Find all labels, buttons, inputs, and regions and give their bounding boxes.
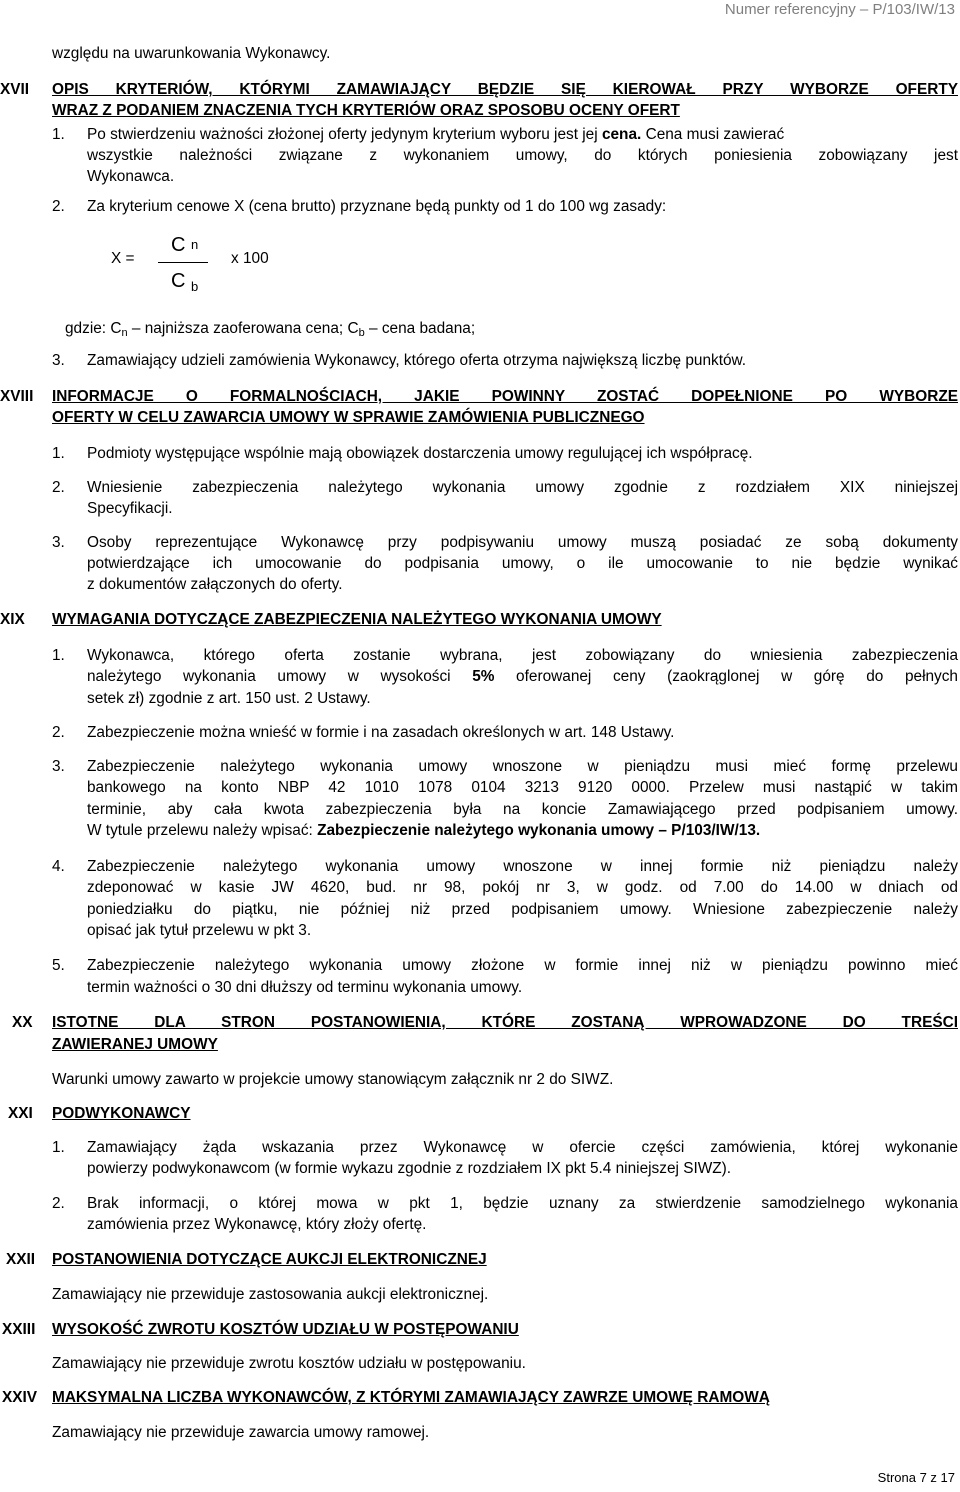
formula-times-100: x 100: [231, 250, 269, 267]
section-title-xvii-line1: OPIS KRYTERIÓW, KTÓRYMI ZAMAWIAJĄCY BĘDZIE SIĘ KIEROWAŁ PRZY WYBORZE OFERTY: [52, 81, 958, 98]
section-number-xx: XX: [12, 1014, 33, 1031]
intro-line: względu na uwarunkowania Wykonawcy.: [52, 45, 331, 62]
item-number: 5.: [52, 957, 65, 974]
section-text: Zamawiający nie przewiduje zawarcia umowy ramowej.: [52, 1424, 430, 1441]
section-title-xxii: POSTANOWIENIA DOTYCZĄCE AUKCJI ELEKTRONICZNEJ: [52, 1251, 487, 1268]
section-text: Zamawiający nie przewiduje zwrotu kosztów udziału w postępowaniu.: [52, 1355, 526, 1372]
section-title-xviii-line1: INFORMACJE O FORMALNOŚCIACH, JAKIE POWINNY ZOSTAĆ DOPEŁNIONE PO WYBORZE: [52, 388, 958, 405]
item-text: wszystkie należności związane z wykonaniem umowy, do których poniesienia zobowiązany jest: [87, 147, 958, 164]
section-title-xviii-line2: OFERTY W CELU ZAWARCIA UMOWY W SPRAWIE ZAMÓWIENIA PUBLICZNEGO: [52, 409, 645, 426]
section-number-xviii: XVIII: [0, 388, 34, 405]
item-text: opisać jak tytuł przelewu w pkt 3.: [87, 922, 312, 939]
reference-number: Numer referencyjny – P/103/IW/13: [724, 1, 955, 18]
item-text: Podmioty występujące wspólnie mają obowiązek dostarczenia umowy regulującej ich współpracę.: [87, 445, 753, 462]
formula-legend: gdzie: $C_n$ – najniższa zaoferowana cena; $C_b$ – cena badana;: [65, 320, 476, 339]
item-text: z dokumentów załączonych do oferty.: [87, 576, 343, 593]
section-title-xxiii: WYSOKOŚĆ ZWROTU KOSZTÓW UDZIAŁU W POSTĘPOWANIU: [52, 1321, 519, 1338]
formula-denominator: C $_b$: [171, 270, 199, 294]
item-text: Zabezpieczenie należytego wykonania umowy złożone w formie innej niż w pieniądzu powinno mieć: [87, 957, 958, 974]
item-number: 1.: [52, 1139, 65, 1156]
item-text: terminie, aby cała kwota zabezpieczenia była na koncie Zamawiającego przed podpisaniem umowy.: [87, 801, 958, 818]
section-title-xvii-line2: WRAZ Z PODANIEM ZNACZENIA TYCH KRYTERIÓW ORAZ SPOSOBU OCENY OFERT: [52, 102, 680, 119]
item-text: Zabezpieczenie należytego wykonania umowy wnoszone w innej formie niż pieniądzu należy: [87, 858, 958, 875]
section-title-xix: WYMAGANIA DOTYCZĄCE ZABEZPIECZENIA NALEŻYTEGO WYKONANIA UMOWY: [52, 611, 662, 628]
section-number-xvii: XVII: [0, 81, 30, 98]
section-title-xx-line2: ZAWIERANEJ UMOWY: [52, 1036, 218, 1053]
item-text: powierzy podwykonawcom (w formie wykazu zgodnie z rozdziałem IX pkt 5.4 niniejszej SIWZ).: [87, 1160, 732, 1177]
item-number: 2.: [52, 724, 65, 741]
section-title-xxiv: MAKSYMALNA LICZBA WYKONAWCÓW, Z KTÓRYMI ZAMAWIAJĄCY ZAWRZE UMOWĘ RAMOWĄ: [52, 1389, 770, 1406]
item-text: Po stwierdzeniu ważności złożonej oferty jedynym kryterium wyboru jest jej cena. Cena musi zawierać: [87, 126, 785, 143]
section-text: Warunki umowy zawarto w projekcie umowy stanowiącym załącznik nr 2 do SIWZ.: [52, 1071, 614, 1088]
item-text: Za kryterium cenowe X (cena brutto) przyznane będą punkty od 1 do 100 wg zasady:: [87, 198, 667, 215]
section-text: Zamawiający nie przewiduje zastosowania aukcji elektronicznej.: [52, 1286, 489, 1303]
item-number: 3.: [52, 534, 65, 551]
section-number-xxi: XXI: [8, 1105, 33, 1122]
item-text: Wniesienie zabezpieczenia należytego wykonania umowy zgodnie z rozdziałem XIX niniejszej: [87, 479, 958, 496]
item-number: 3.: [52, 352, 65, 369]
formula-x-equals: X =: [111, 250, 135, 267]
item-number: 1.: [52, 445, 65, 462]
item-text: poniedziałku do piątku, nie później niż przed podpisaniem umowy. Wniesione zabezpieczenie należy: [87, 901, 958, 918]
section-number-xxiv: XXIV: [2, 1389, 38, 1406]
section-number-xxiii: XXIII: [2, 1321, 36, 1338]
item-text: Zamawiający żąda wskazania przez Wykonawcę w ofercie części zamówienia, której wykonanie: [87, 1139, 958, 1156]
item-text: potwierdzające ich umocowanie do podpisania umowy, o ile umocowanie to nie będzie wynikać: [87, 555, 958, 572]
item-text: należytego wykonania umowy w wysokości 5% oferowanej ceny (zaokrąglonej w górę do pełnych: [87, 668, 958, 685]
fraction-bar: [158, 262, 208, 263]
item-text: W tytule przelewu należy wpisać: Zabezpieczenie należytego wykonania umowy – P/103/IW/13.: [87, 822, 761, 839]
item-number: 4.: [52, 858, 65, 875]
section-title-xx-line1: ISTOTNE DLA STRON POSTANOWIENIA, KTÓRE ZOSTANĄ WPROWADZONE DO TREŚCI: [52, 1014, 958, 1031]
item-number: 1.: [52, 647, 65, 664]
item-number: 2.: [52, 1195, 65, 1212]
item-text: Osoby reprezentujące Wykonawcę przy podpisywaniu umowy muszą posiadać ze sobą dokumenty: [87, 534, 958, 551]
item-text: zdeponować w kasie JW 4620, bud. nr 98, pokój nr 3, w godz. od 7.00 do 14.00 w dniach od: [87, 879, 958, 896]
item-number: 2.: [52, 479, 65, 496]
item-text: termin ważności o 30 dni dłuższy od terminu wykonania umowy.: [87, 979, 523, 996]
item-text: Specyfikacji.: [87, 500, 173, 517]
item-text: Wykonawca.: [87, 168, 175, 185]
item-number: 2.: [52, 198, 65, 215]
item-text: bankowego na konto NBP 42 1010 1078 0104 3213 9120 0000. Przelew musi nastąpić w takim: [87, 779, 958, 796]
item-text: Zamawiający udzieli zamówienia Wykonawcy, którego oferta otrzyma największą liczbę punktów.: [87, 352, 747, 369]
item-text: Brak informacji, o której mowa w pkt 1, będzie uznany za stwierdzenie samodzielnego wykonania: [87, 1195, 958, 1212]
item-text: zamówienia przez Wykonawcę, który złoży ofertę.: [87, 1216, 427, 1233]
item-text: Wykonawca, którego oferta zostanie wybrana, jest zobowiązany do wniesienia zabezpieczenia: [87, 647, 958, 664]
item-text: setek zł) zgodnie z art. 150 ust. 2 Ustawy.: [87, 690, 371, 707]
item-number: 1.: [52, 126, 65, 143]
item-number: 3.: [52, 758, 65, 775]
item-text: Zabezpieczenie należytego wykonania umowy wnoszone w pieniądzu musi mieć formę przelewu: [87, 758, 958, 775]
section-number-xix: XIX: [0, 611, 25, 628]
section-number-xxii: XXII: [6, 1251, 36, 1268]
section-title-xxi: PODWYKONAWCY: [52, 1105, 191, 1122]
formula-numerator: C $_n$: [171, 234, 199, 256]
page-number: Strona 7 z 17: [877, 1470, 955, 1485]
item-text: Zabezpieczenie można wnieść w formie i na zasadach określonych w art. 148 Ustawy.: [87, 724, 675, 741]
